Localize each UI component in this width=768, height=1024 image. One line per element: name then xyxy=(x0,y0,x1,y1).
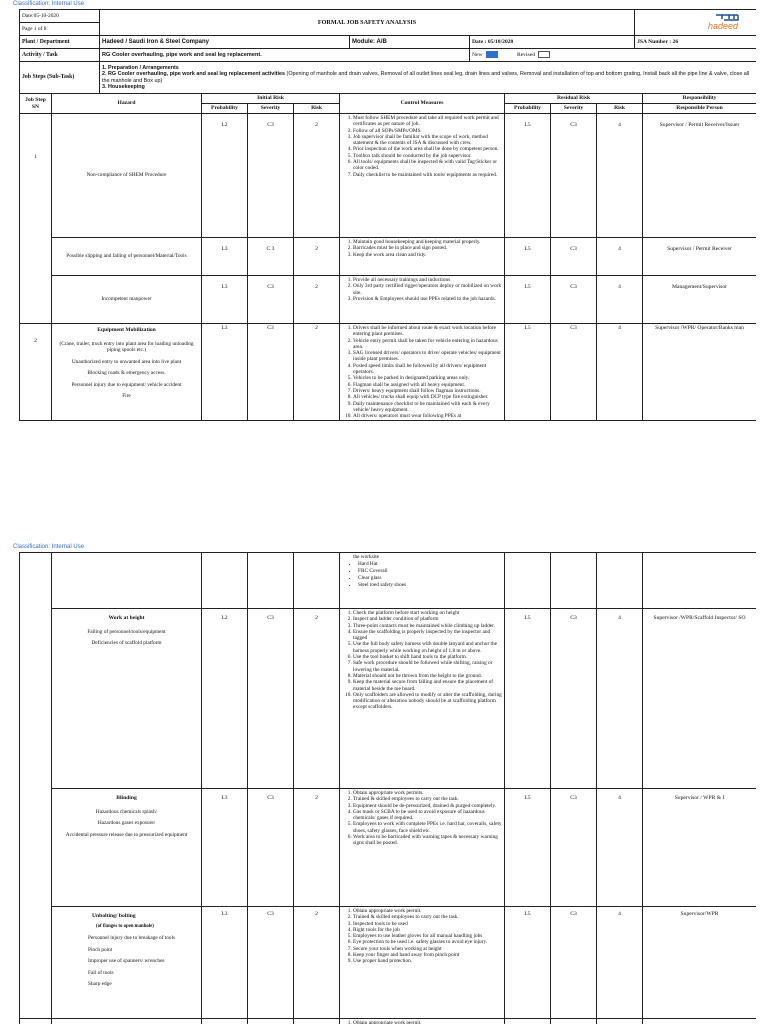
substep-3: 3. Housekeeping xyxy=(102,83,145,90)
initial-risk: 2 xyxy=(294,324,340,421)
control-item: 7. Safe work procedure should be followed while shifting, raising or lowering the material. xyxy=(353,660,502,673)
initial-probability: L2 xyxy=(202,609,248,789)
activity-value: RG Cooler overhauling, pipe work and seal leg replacement. xyxy=(100,49,470,62)
page-title: FORMAL JOB SAFETY ANALYSIS xyxy=(100,10,635,36)
hazard-title: Blinding xyxy=(116,795,137,801)
control-item: 6. All tools/ equipments shall be inspected & with valid Tag/Sticker or color coded. xyxy=(353,159,502,172)
date-label: Date:05-10-2020 xyxy=(20,10,100,23)
residual-probability: L5 xyxy=(505,609,551,789)
responsible-person: Supervisor/WPR xyxy=(643,907,757,1019)
hazard-line: Unauthorized entry to unwanted area into live plant xyxy=(71,358,182,365)
new-checkbox[interactable] xyxy=(486,51,498,58)
control-item: 4. Posted speed limits shall be followed by all drivers/ equipment operators. xyxy=(353,363,502,376)
control-measures xyxy=(340,276,505,324)
control-item: 3. Three-point contacts must be maintained while climbing up ladder. xyxy=(353,623,502,629)
hazard-cell: Possible slipping and falling of personnel/Material/Tools xyxy=(52,238,202,276)
control-item: 2. Inspect and ladder condition of platform xyxy=(353,616,502,622)
control-item: 8. Material should not be thrown from the height to the ground. xyxy=(353,673,502,679)
control-item: 7. Drivers/ heavy equipment shall follow flagman instructions. xyxy=(353,388,502,394)
hazard-title: Work at height xyxy=(108,615,145,621)
initial-probability: L3 xyxy=(202,789,248,907)
page-2 xyxy=(19,552,756,1024)
residual-probability: L5 xyxy=(505,238,551,276)
table-row xyxy=(20,238,757,276)
residual-severity: C3 xyxy=(551,907,597,1019)
classification-label: Classification: Internal Use xyxy=(13,1,85,7)
control-item: 6. Flagman shall be assigned with all heavy equipment. xyxy=(353,382,502,388)
plant-value: Hadeed / Saudi Iron & Steel Company xyxy=(100,36,350,49)
responsible-person: Supervisor / Permit Receiver xyxy=(643,238,756,276)
hazard-cell xyxy=(52,907,202,1019)
jobsteps-label: Job Steps (Sub-Task) xyxy=(20,62,100,94)
col-responsible-person: Responsible Person xyxy=(643,104,756,114)
risk-table-continued xyxy=(19,552,756,1024)
hazard-line: Accidental pressure release due to pressurized equipment xyxy=(65,831,188,838)
logo-text: hadeed xyxy=(708,21,739,31)
control-item: 10. Only scaffolders are allowed to modify or alter the scaffolding, during modification or alteration nobody should be at scaffolding platform except scaffolders. xyxy=(353,692,502,711)
control-item: • FRC Coverall xyxy=(358,568,502,575)
residual-risk: 4 xyxy=(597,609,643,789)
initial-risk: 2 xyxy=(294,114,340,238)
initial-severity: C3 xyxy=(248,789,294,907)
control-item: 6. Use the tool basket to shift hand tools to the platform. xyxy=(353,654,502,660)
hazard-line: Hazardous gases exposure/ xyxy=(97,820,156,826)
control-item: 3. SAG licensed drivers/ operators to drive/ operate vehicles/ equipment inside plant premises. xyxy=(353,350,502,363)
initial-risk: 2 xyxy=(294,276,340,324)
col-hazard: Hazard xyxy=(52,94,202,114)
hazard-line: Improper use of spanners/ wrenches xyxy=(88,958,165,964)
residual-severity: C3 xyxy=(551,789,597,907)
hazard-line: Falling of personnel/tools/equipment xyxy=(87,628,166,635)
logo-cell xyxy=(635,10,756,36)
initial-severity: C 3 xyxy=(248,238,294,276)
responsible-person: Supervisor / Permit Receiver/Issuer xyxy=(643,114,756,238)
hazard-line: Personnel injury due to equipment/ vehicle accident xyxy=(71,381,182,388)
activity-label: Activity / Task xyxy=(20,49,100,62)
initial-probability: L3 xyxy=(202,238,248,276)
col-risk: Risk xyxy=(294,104,340,114)
hazard-title: Unbolting/ bolting xyxy=(92,913,136,919)
control-measures xyxy=(340,789,505,907)
module-label: Module: A/B xyxy=(350,36,470,49)
date-key: Date : xyxy=(472,38,487,45)
control-item: • Clear glass xyxy=(358,575,502,582)
revised-label: Revised xyxy=(516,51,535,58)
control-item: 5. Vehicles to be parked in designated parking areas only. xyxy=(353,375,502,381)
jsa-value: 26 xyxy=(672,38,679,45)
residual-probability: L5 xyxy=(505,114,551,238)
control-item: • Hard Hat xyxy=(358,561,502,568)
hazard-line: Personnel injury due to breakage of tools xyxy=(88,935,176,941)
initial-probability: L2 xyxy=(202,114,248,238)
col-r-severity: Severity xyxy=(551,104,597,114)
table-row xyxy=(20,609,757,789)
control-item: 2. Vehicle entry permit shall be taken for vehicle entering in hazardous area. xyxy=(353,338,502,351)
control-item: 1. Drivers shall be informed about route & exact work location before entering plant premises. xyxy=(353,325,502,338)
hazard-line: Sharp edge xyxy=(88,981,112,987)
initial-severity: C3 xyxy=(248,114,294,238)
initial-probability: L3 xyxy=(202,907,248,1019)
initial-severity: C3 xyxy=(248,324,294,421)
control-item: 1. Maintain good housekeeping and keeping material properly. xyxy=(353,239,502,245)
page-number: Page 1 of 8 xyxy=(20,23,100,36)
residual-probability: L5 xyxy=(505,324,551,421)
control-item: 4. Gas mask or SCBA to be used to avoid exposure of hazardous chemicals/ gases if required. xyxy=(353,809,502,822)
classification-label-2: Classification: Internal Use xyxy=(13,544,85,550)
control-measures xyxy=(340,324,505,421)
responsible-person: Management/Supervisor xyxy=(643,276,756,324)
control-item: 5. Use the full body safety harness with double lanyard and anchor the harness properly while working on height of 1.8 m or above. xyxy=(353,641,502,654)
residual-severity: C3 xyxy=(551,324,597,421)
control-item: 2. Trained & skilled employees to carry out the task. xyxy=(353,914,502,920)
residual-risk: 4 xyxy=(597,114,643,238)
control-item: 7. Secure your tools when working at height xyxy=(353,946,502,952)
initial-risk: 2 xyxy=(294,907,340,1019)
residual-probability: L5 xyxy=(505,907,551,1019)
col-r-probability: Probability xyxy=(505,104,551,114)
col-control: Control Measures xyxy=(340,94,505,114)
control-measures xyxy=(340,907,505,1019)
page-1 xyxy=(19,9,756,540)
hazard-line: Blocking roads & emergency access. xyxy=(87,370,166,376)
col-severity: Severity xyxy=(248,104,294,114)
risk-table xyxy=(19,93,756,421)
step-sn: 1 xyxy=(20,114,52,324)
residual-probability: L5 xyxy=(505,789,551,907)
initial-probability: L3 xyxy=(202,276,248,324)
control-item: 4. Right tools for the job xyxy=(353,927,502,933)
hazard-subtitle: (of flanges to open manhole) xyxy=(96,923,154,929)
control-item: 7. Daily checklist to be maintained with tools/ equipments as required. xyxy=(353,172,502,178)
control-item: 5. Employees to work with complete PPEs i.e. hard hat, coveralls, safety shoes, safety glasses, face shield etc. xyxy=(353,821,502,834)
revised-checkbox[interactable] xyxy=(538,51,550,58)
control-item: 4. Prior inspection of the work area shall be done by competent person. xyxy=(353,146,502,152)
initial-probability: L3 xyxy=(202,324,248,421)
control-item: 2. Only 3rd party certified rigger/operators deploy or mobilized on work site. xyxy=(353,283,502,296)
hazard-line: Fire xyxy=(122,393,131,399)
control-measures xyxy=(340,609,505,789)
control-item: 2. Barricades must be in place and sign posted. xyxy=(353,245,502,251)
control-item: 8. Keep your finger and hand away from pinch point xyxy=(353,952,502,958)
substep-1: 1. Preparation / Arrangements xyxy=(102,64,179,71)
hazard-cell: Non-compliance of SHEM Procedure xyxy=(52,114,202,238)
control-measures xyxy=(340,238,505,276)
hazard-cell: Incompetent manpower xyxy=(52,276,202,324)
table-row xyxy=(20,789,757,907)
control-item: 10. All drivers/ operators must wear following PPEs at xyxy=(353,413,502,419)
substep-2-detail: (Opening of manhole and drain valves, Removal of all outlet lines seal leg, drain lines and valves, Removal and installation of top and bottom grating, Install back all the pipe line & valve, close all the manhole and Box up) xyxy=(102,71,750,84)
col-responsibility: Responsibility xyxy=(643,94,756,104)
residual-severity: C3 xyxy=(551,238,597,276)
initial-risk: 2 xyxy=(294,609,340,789)
table-row xyxy=(20,114,757,238)
hazard-cell xyxy=(52,789,202,907)
hazard-line: Pinch point xyxy=(88,946,113,953)
header-table xyxy=(19,9,756,94)
col-step: Job Step SN xyxy=(20,94,52,114)
hazard-line: Fall of tools xyxy=(88,969,114,976)
substep-2-title: 2. RG Cooler overhauling, pipe work and seal leg replacement activities xyxy=(102,71,286,78)
col-initial-risk: Initial Risk xyxy=(202,94,340,104)
residual-severity: C3 xyxy=(551,276,597,324)
initial-risk: 2 xyxy=(294,238,340,276)
residual-severity: C3 xyxy=(551,114,597,238)
control-measures xyxy=(340,553,505,609)
control-item: 1. Must follow SHEM procedure and take all required work permit and certificates as per nature of job. xyxy=(353,115,502,128)
hazard-title: Equipment Mobilization xyxy=(97,327,156,333)
control-item: 9. Keep the material secure from falling and ensure the placement of material beside the toe board. xyxy=(353,679,502,692)
hazard-cell xyxy=(52,609,202,789)
residual-severity: C3 xyxy=(551,609,597,789)
date-value: 05/10/2020 xyxy=(487,38,514,45)
initial-severity: C3 xyxy=(248,609,294,789)
control-item: 1. Check the platform before start working on height xyxy=(353,610,502,616)
table-row xyxy=(20,1019,757,1024)
col-probability: Probability xyxy=(202,104,248,114)
table-row xyxy=(20,324,757,421)
hazard-cell xyxy=(52,324,202,421)
responsible-person: Supervisor /WPR/ Operator/Banks man xyxy=(643,324,756,421)
control-item: 4. Ensure the scaffolding is properly inspected by the inspector and tagged xyxy=(353,629,502,642)
control-item: 6. Eye protection to be used i.e. safety glasses to avoid eye injury. xyxy=(353,939,502,945)
residual-risk: 4 xyxy=(597,276,643,324)
control-item: • Steel toed safety shoes xyxy=(358,582,502,589)
control-measures xyxy=(340,1019,505,1024)
ppe-list xyxy=(342,561,502,589)
hazard-line: Hazardous chemicals splash/ xyxy=(95,808,158,815)
table-row xyxy=(20,276,757,324)
control-item: 1. Obtain appropriate work permits. xyxy=(353,790,502,796)
new-label: New xyxy=(472,51,483,58)
responsible-person: Supervisor /WPR/Scaffold Inspector/ SO xyxy=(643,609,757,789)
control-item: 6. Work area to be barricaded with warning tapes & necessary warning signs shall be posted. xyxy=(353,834,502,847)
control-item: 9. Use proper hand protection. xyxy=(353,958,502,964)
residual-risk: 4 xyxy=(597,789,643,907)
control-item: 1. Obtain appropriate work permit. xyxy=(353,1020,502,1024)
hadeed-logo xyxy=(704,12,754,32)
control-item: 3. Job supervisor shall be familiar with the scope of work, method statement & the contents of JSA & discussed with crew. xyxy=(353,134,502,147)
table-row xyxy=(20,553,757,609)
step-sn: 2 xyxy=(20,324,52,421)
residual-risk: 4 xyxy=(597,238,643,276)
responsible-person: Supervisor / WPR & I xyxy=(643,789,757,907)
control-item: 3. Inspected tools to be used xyxy=(353,921,502,927)
control-item: 3. Equipment should be de-pressurized, drained & purged completely. xyxy=(353,803,502,809)
control-continuation: the worksite xyxy=(353,554,380,560)
control-item: 5. Employees to use leather gloves for all manual handling jobs xyxy=(353,933,502,939)
initial-risk: 2 xyxy=(294,789,340,907)
control-item: 3. Provision & Employees should use PPEs related to the job hazards. xyxy=(353,296,502,302)
col-residual-risk: Residual Risk xyxy=(505,94,643,104)
residual-probability: L5 xyxy=(505,276,551,324)
plant-label: Plant / Department xyxy=(20,36,100,49)
control-item: 2. Trained & skilled employees to carry out the task. xyxy=(353,796,502,802)
table-row xyxy=(20,907,757,1019)
hazard-line: Deficiencies of scaffold platform xyxy=(91,640,162,646)
residual-risk: 4 xyxy=(597,324,643,421)
control-item: 1. Obtain appropriate work permit. xyxy=(353,908,502,914)
initial-severity: C3 xyxy=(248,276,294,324)
control-item: 3. Keep the work area clean and tidy. xyxy=(353,252,502,258)
hazard-line: (Crane, trailer, truck entry into plant area for loading unloading piping spools etc.) xyxy=(59,340,194,353)
control-item: 1. Provide all necessary trainings and inductions xyxy=(353,277,502,283)
control-item: 2. Follow of all SOPs/SMPs/OMS xyxy=(353,128,502,134)
control-item: 9. Daily maintenance checklist to be maintained with each & every vehicle/ heavy equipment. xyxy=(353,401,502,414)
control-item: 5. Toolbox talk should be conducted by the job supervisor. xyxy=(353,153,502,159)
initial-severity: C3 xyxy=(248,907,294,1019)
residual-risk: 4 xyxy=(597,907,643,1019)
jsa-key: JSA Number : xyxy=(637,38,672,45)
col-r-risk: Risk xyxy=(597,104,643,114)
control-measures xyxy=(340,114,505,238)
control-item: 8. All vehicles/ trucks shall equip with DCP type fire extinguisher. xyxy=(353,394,502,400)
